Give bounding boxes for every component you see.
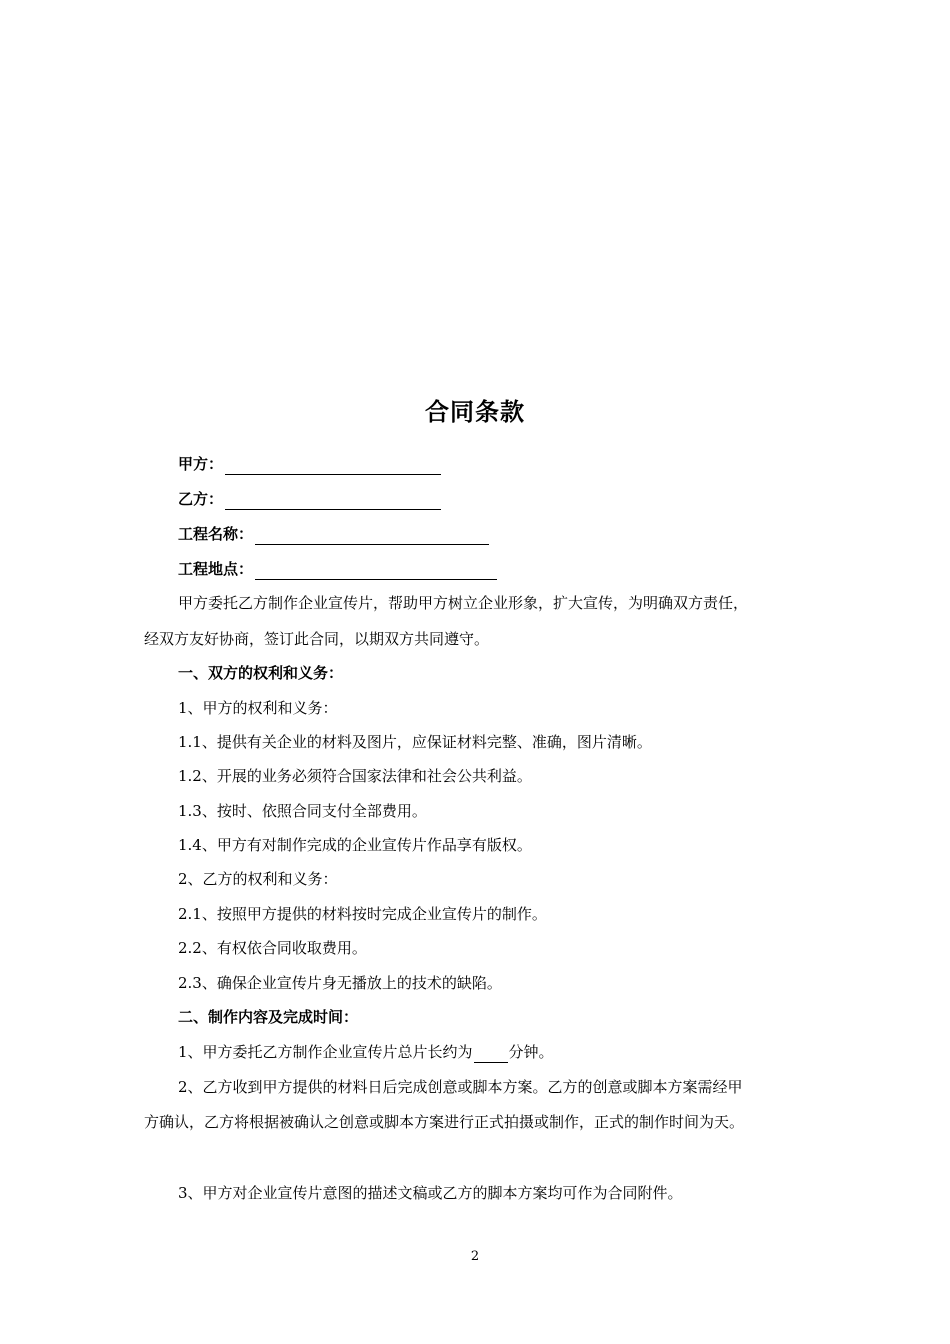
intro-line-2: 经双方友好协商，签订此合同，以期双方共同遵守。: [144, 630, 490, 648]
section-2-item-2-line-1: 2、乙方收到甲方提供的材料日后完成创意或脚本方案。乙方的创意或脚本方案需经甲: [178, 1078, 743, 1096]
project-location-label: 工程地点：: [178, 560, 254, 578]
party-a-field: [178, 453, 441, 475]
clause-1-3: 1.3、按时、依照合同支付全部费用。: [178, 802, 427, 820]
page-number: 2: [470, 1249, 480, 1264]
party-b-duties-heading: 2、乙方的权利和义务：: [178, 870, 338, 888]
party-a-duties-heading: 1、甲方的权利和义务：: [178, 699, 338, 717]
project-location-field: [178, 558, 497, 580]
project-name-label: 工程名称：: [178, 525, 254, 543]
clause-2-3: 2.3、确保企业宣传片身无播放上的技术的缺陷。: [178, 974, 502, 992]
item-1-text-before: 1、甲方委托乙方制作企业宣传片总片长约为: [178, 1043, 473, 1061]
party-a-blank: [225, 458, 441, 475]
project-name-blank: [255, 528, 489, 545]
party-a-label: 甲方：: [178, 455, 224, 473]
duration-blank: [474, 1046, 508, 1063]
project-location-blank: [255, 563, 497, 580]
project-name-field: [178, 523, 489, 545]
clause-1-1: 1.1、提供有关企业的材料及图片，应保证材料完整、准确，图片清晰。: [178, 733, 652, 751]
clause-2-1: 2.1、按照甲方提供的材料按时完成企业宣传片的制作。: [178, 905, 547, 923]
party-b-label: 乙方：: [178, 490, 224, 508]
party-b-field: [178, 488, 441, 510]
intro-line-1: 甲方委托乙方制作企业宣传片，帮助甲方树立企业形象，扩大宣传，为明确双方责任，: [178, 594, 749, 612]
party-b-blank: [225, 493, 441, 510]
document-title: 合同条款: [425, 398, 525, 426]
section-2-item-2-line-2: 方确认，乙方将根据被确认之创意或脚本方案进行正式拍摄或制作，正式的制作时间为天。: [144, 1113, 745, 1131]
section-2-item-1: [178, 1041, 554, 1063]
item-1-text-after: 分钟。: [508, 1043, 554, 1061]
section-1-heading: 一、双方的权利和义务：: [178, 664, 344, 682]
section-2-heading: 二、制作内容及完成时间：: [178, 1008, 359, 1026]
clause-1-4: 1.4、甲方有对制作完成的企业宣传片作品享有版权。: [178, 836, 532, 854]
clause-1-2: 1.2、开展的业务必须符合国家法律和社会公共利益。: [178, 767, 532, 785]
section-2-item-3: 3、甲方对企业宣传片意图的描述文稿或乙方的脚本方案均可作为合同附件。: [178, 1184, 683, 1202]
clause-2-2: 2.2、有权依合同收取费用。: [178, 939, 367, 957]
